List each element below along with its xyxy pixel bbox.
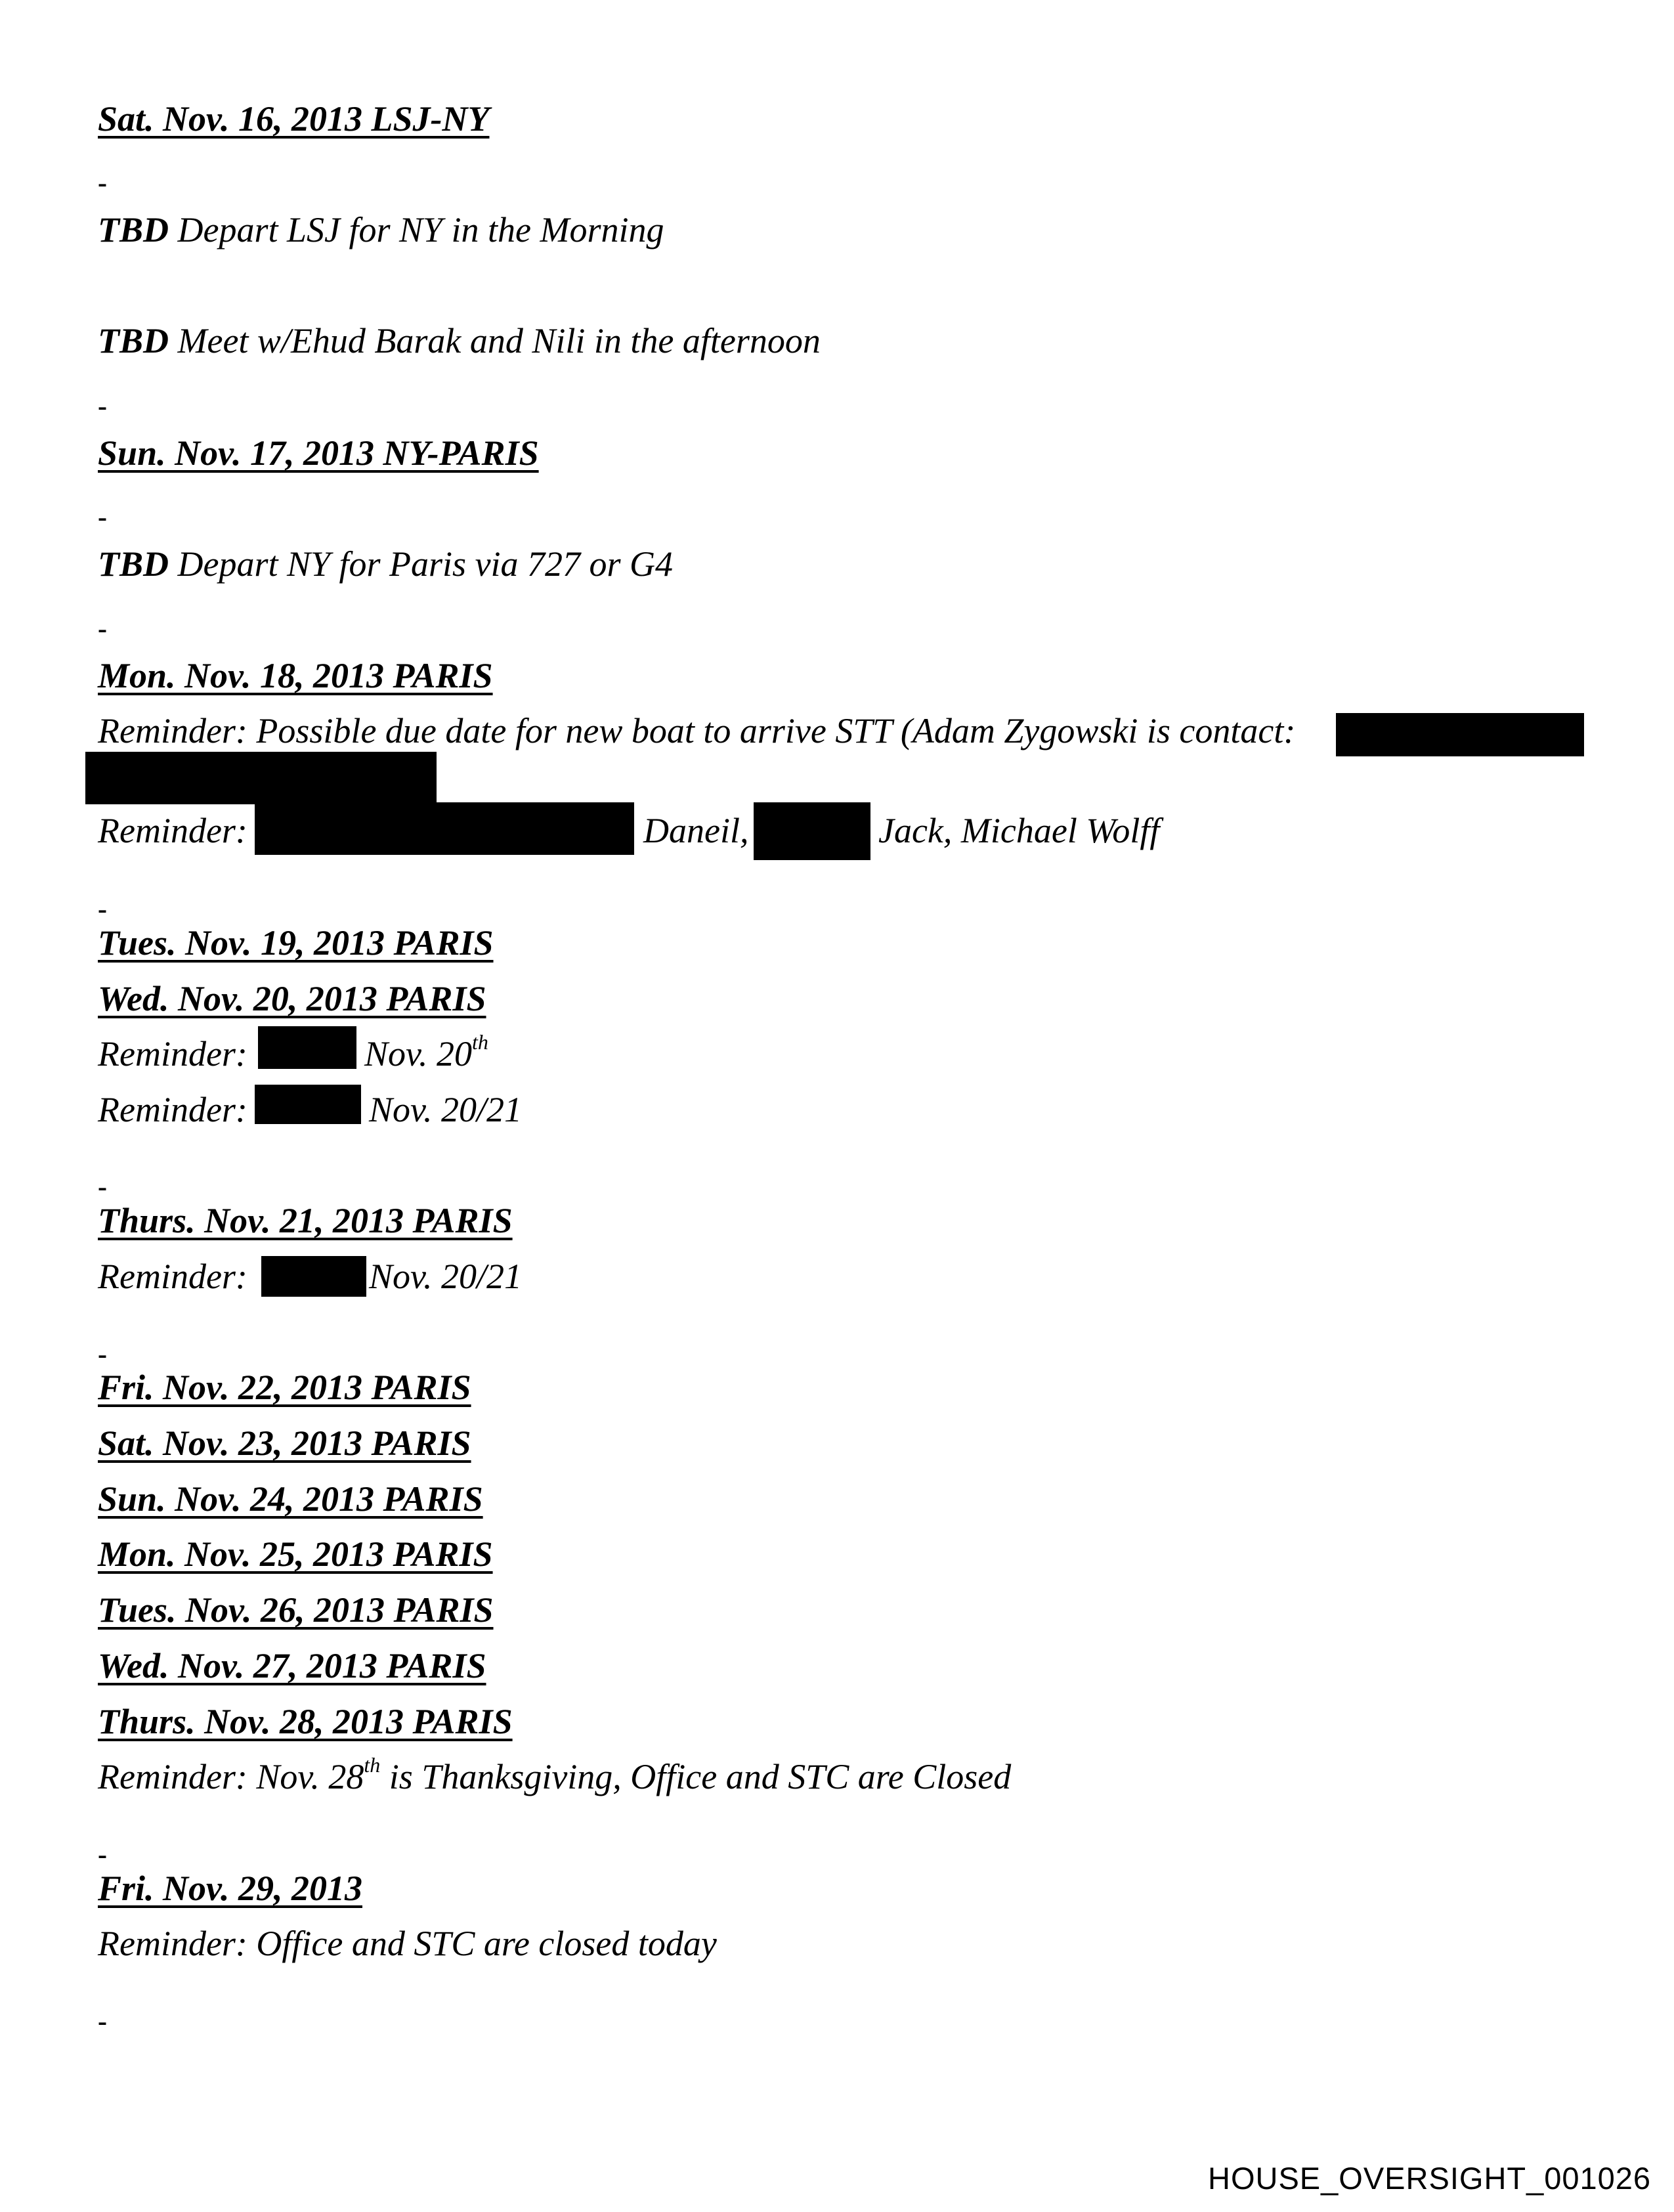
day-heading-nov-23: Sat. Nov. 23, 2013 PARIS [98,1423,471,1463]
separator-dash: - [98,1339,107,1370]
reminder-text: is Thanksgiving, Office and STC are Closed [380,1757,1012,1796]
reminder-nov-20a-label: Reminder: [98,1034,247,1073]
day-heading-nov-28: Thurs. Nov. 28, 2013 PARIS [98,1702,513,1741]
reminder-nov-21-label: Reminder: [98,1257,247,1296]
reminder-nov-20b-date: Nov. 20/21 [369,1090,522,1129]
day-heading-nov-21: Thurs. Nov. 21, 2013 PARIS [98,1201,513,1240]
ordinal-suffix: th [471,1030,488,1054]
entry-nov-17-depart [98,542,673,586]
day-heading-nov-17: Sun. Nov. 17, 2013 NY-PARIS [98,433,539,473]
redaction-box [255,1085,361,1124]
reminder-nov-20a-date [364,1032,488,1075]
day-heading-nov-22: Fri. Nov. 22, 2013 PARIS [98,1368,471,1407]
redaction-box [261,1256,366,1297]
tbd-label: TBD [98,321,169,360]
reminder-nov-18-boat: Reminder: Possible due date for new boat to arrive STT (Adam Zygowski is contact: [98,711,1296,750]
separator-dash: - [98,894,107,924]
reminder-nov-29-closed: Reminder: Office and STC are closed today [98,1924,717,1963]
day-heading-nov-18: Mon. Nov. 18, 2013 PARIS [98,656,493,695]
day-heading-nov-26: Tues. Nov. 26, 2013 PARIS [98,1590,494,1630]
day-heading-nov-29: Fri. Nov. 29, 2013 [98,1869,362,1908]
date-text: Nov. 20 [364,1034,472,1073]
ordinal-suffix: th [364,1753,381,1777]
reminder-nov-20b-label: Reminder: [98,1090,247,1129]
day-heading-nov-24: Sun. Nov. 24, 2013 PARIS [98,1479,483,1519]
separator-dash: - [98,1172,107,1202]
day-heading-nov-27: Wed. Nov. 27, 2013 PARIS [98,1646,486,1685]
entry-nov-16-meeting [98,319,821,362]
entry-nov-16-depart [98,208,664,251]
reminder-nov-18-name: Daneil, [643,811,749,850]
day-heading-nov-20: Wed. Nov. 20, 2013 PARIS [98,979,486,1018]
separator-dash: - [98,502,107,532]
tbd-label: TBD [98,210,169,249]
reminder-nov-28-thanksgiving [98,1755,1011,1798]
separator-dash: - [98,2006,107,2037]
redaction-box [258,1026,356,1069]
redaction-box [754,802,870,860]
reminder-text: Reminder: Nov. 28 [98,1757,364,1796]
separator-dash: - [98,1840,107,1870]
redaction-box [255,802,634,855]
entry-text: Depart NY for Paris via 727 or G4 [177,544,674,584]
reminder-nov-21-date: Nov. 20/21 [369,1257,522,1296]
redaction-box [1336,713,1584,756]
tbd-label: TBD [98,544,169,584]
reminder-nov-18-names: Jack, Michael Wolff [878,811,1160,850]
redaction-box [85,752,437,804]
separator-dash: - [98,614,107,644]
bates-number: HOUSE_OVERSIGHT_001026 [1208,2161,1652,2196]
separator-dash: - [98,391,107,422]
reminder-nov-18-label: Reminder: [98,811,247,850]
separator-dash: - [98,168,107,198]
day-heading-nov-19: Tues. Nov. 19, 2013 PARIS [98,923,494,963]
day-heading-nov-25: Mon. Nov. 25, 2013 PARIS [98,1534,493,1574]
entry-text: Meet w/Ehud Barak and Nili in the afternoon [177,321,821,360]
entry-text: Depart LSJ for NY in the Morning [177,210,664,249]
day-heading-nov-16: Sat. Nov. 16, 2013 LSJ-NY [98,99,490,139]
